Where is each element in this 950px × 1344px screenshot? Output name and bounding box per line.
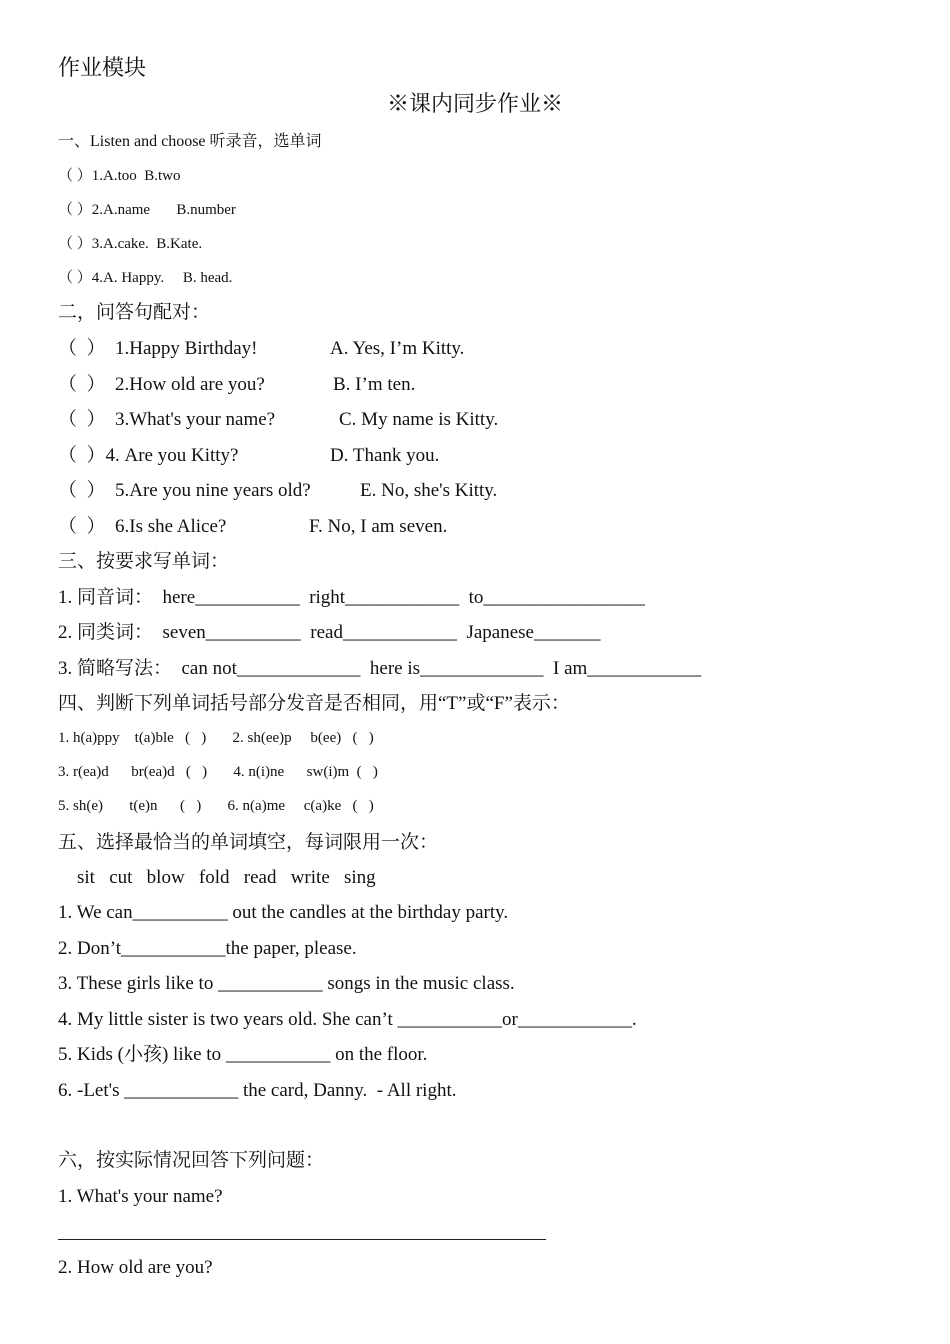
match-answer: E. No, she's Kitty. bbox=[360, 480, 498, 501]
word-item: 1. 同音词： here___________ right____________ to_________________ bbox=[58, 587, 645, 608]
fill-blank-item: 1. We can__________ out the candles at the birthday party. bbox=[58, 902, 509, 923]
match-question: （ ） 6.Is she Alice? bbox=[58, 516, 227, 537]
match-answer: A. Yes, I’m Kitty. bbox=[330, 338, 465, 359]
word-bank: sit cut blow fold read write sing bbox=[58, 867, 376, 888]
match-question: （ ） 1.Happy Birthday! bbox=[58, 338, 258, 359]
question-item: 2. How old are you? bbox=[58, 1257, 213, 1278]
section-2-heading: 二，问答句配对： bbox=[58, 302, 211, 323]
listen-item: （ ）4.A. Happy. B. head. bbox=[58, 270, 233, 286]
question-item: 1. What's your name? bbox=[58, 1186, 223, 1207]
match-question: （ ） 5.Are you nine years old? bbox=[58, 480, 311, 501]
fill-blank-item: 3. These girls like to ___________ songs in the music class. bbox=[58, 973, 515, 994]
fill-blank-item: 2. Don’t___________the paper, please. bbox=[58, 938, 357, 959]
word-item: 2. 同类词： seven__________ read____________ Japanese_______ bbox=[58, 622, 601, 643]
phonics-item: 3. r(ea)d br(ea)d ( ) 4. n(i)ne sw(i)m ( ) bbox=[58, 764, 378, 780]
match-answer: D. Thank you. bbox=[330, 445, 440, 466]
phonics-item: 1. h(a)ppy t(a)ble ( ) 2. sh(ee)p b(ee) ( ) bbox=[58, 730, 374, 746]
section-1-heading: 一、Listen and choose 听录音，选单词 bbox=[58, 133, 322, 150]
module-label: 作业模块 bbox=[58, 55, 147, 80]
match-answer: C. My name is Kitty. bbox=[339, 409, 499, 430]
match-question: （ ） 2.How old are you? bbox=[58, 374, 265, 395]
worksheet-title: ※课内同步作业※ bbox=[386, 91, 563, 116]
answer-line bbox=[58, 1239, 546, 1240]
word-item: 3. 简略写法： can not_____________ here is_____________ I am____________ bbox=[58, 658, 702, 679]
section-5-heading: 五、选择最恰当的单词填空，每词限用一次： bbox=[58, 832, 439, 853]
listen-item: （ ）3.A.cake. B.Kate. bbox=[58, 236, 203, 252]
match-question: （ ）4. Are you Kitty? bbox=[58, 445, 239, 466]
listen-item: （ ）1.A.too B.two bbox=[58, 168, 181, 184]
match-question: （ ） 3.What's your name? bbox=[58, 409, 276, 430]
phonics-item: 5. sh(e) t(e)n ( ) 6. n(a)me c(a)ke ( ) bbox=[58, 798, 374, 814]
fill-blank-item: 6. -Let's ____________ the card, Danny. - All right. bbox=[58, 1080, 457, 1101]
fill-blank-item: 4. My little sister is two years old. She can’t ___________or____________. bbox=[58, 1009, 637, 1030]
section-6-heading: 六，按实际情况回答下列问题： bbox=[58, 1150, 325, 1171]
match-answer: F. No, I am seven. bbox=[309, 516, 448, 537]
match-answer: B. I’m ten. bbox=[333, 374, 416, 395]
section-3-heading: 三、按要求写单词： bbox=[58, 551, 230, 572]
section-4-heading: 四、判断下列单词括号部分发音是否相同，用“T”或“F”表示： bbox=[58, 693, 570, 714]
fill-blank-item: 5. Kids (小孩) like to ___________ on the floor. bbox=[58, 1044, 428, 1065]
listen-item: （ ）2.A.name B.number bbox=[58, 202, 236, 218]
